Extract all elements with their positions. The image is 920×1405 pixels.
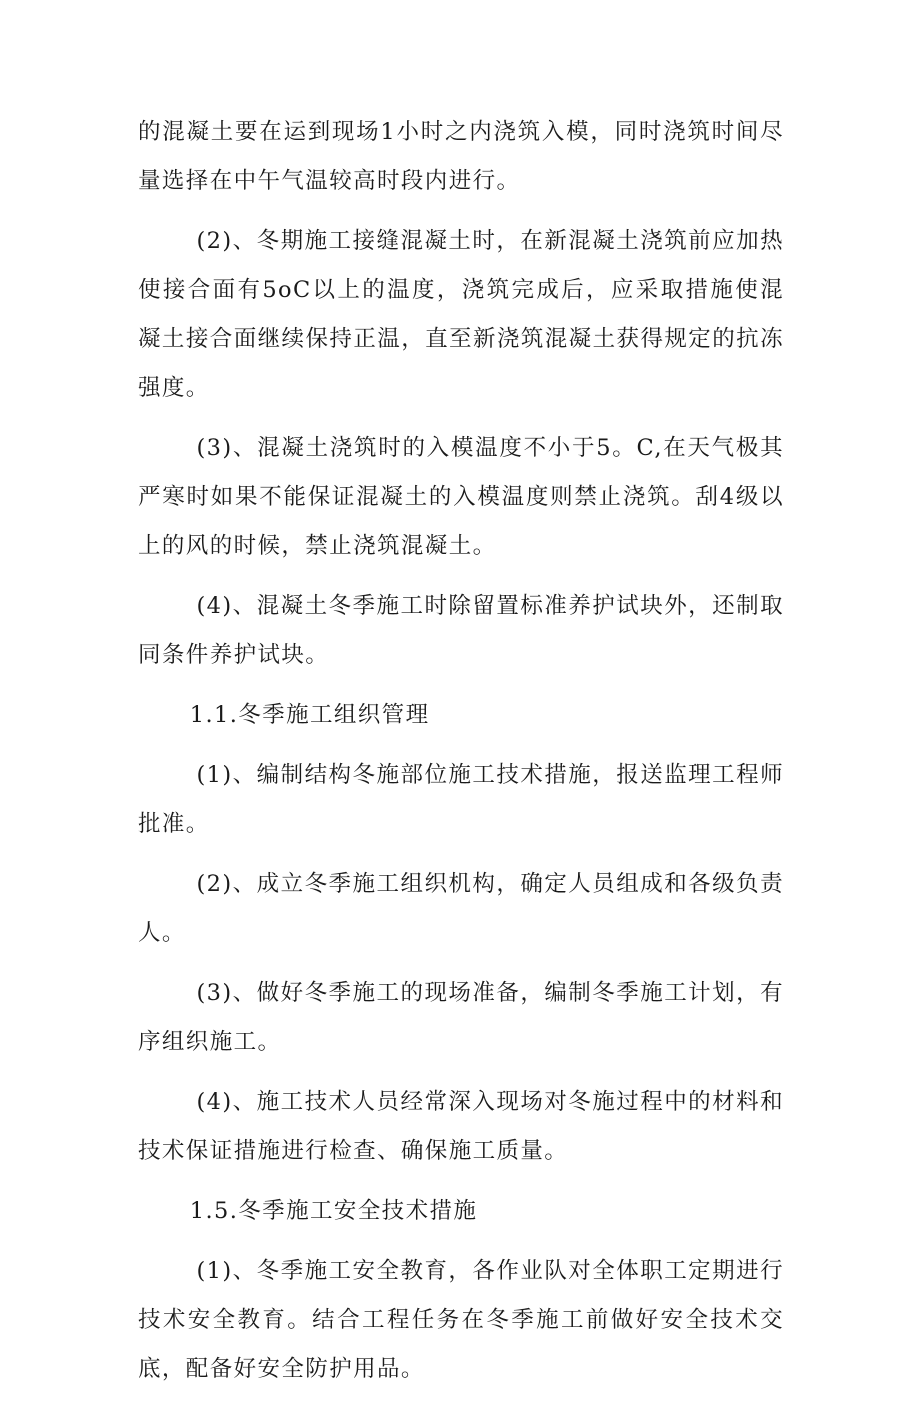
document-body [138, 108, 784, 1405]
paragraph-item-3-pour-temperature: (3)、混凝土浇筑时的入模温度不小于5。C,在天气极其严寒时如果不能保证混凝土的入模温度则禁止浇筑。刮4级以上的风的时候，禁止浇筑混凝土。 [138, 435, 784, 559]
paragraph-org-item-1: (1)、编制结构冬施部位施工技术措施，报送监理工程师批准。 [138, 762, 784, 837]
section-heading-winter-organization: 1.1.冬季施工组织管理 [189, 702, 430, 728]
paragraph-safety-item-1: (1)、冬季施工安全教育，各作业队对全体职工定期进行技术安全教育。结合工程任务在冬季施工前做好安全技术交底，配备好安全防护用品。 [138, 1258, 784, 1382]
section-heading-winter-safety: 1.5.冬季施工安全技术措施 [189, 1198, 478, 1224]
paragraph-org-item-3: (3)、做好冬季施工的现场准备，编制冬季施工计划，有序组织施工。 [138, 980, 784, 1055]
paragraph-item-2-joint-concrete: (2)、冬期施工接缝混凝土时，在新混凝土浇筑前应加热使接合面有5oC以上的温度，浇筑完成后，应采取措施使混凝土接合面继续保持正温，直至新浇筑混凝土获得规定的抗冻强度。 [138, 228, 784, 401]
paragraph-item-4-test-blocks: (4)、混凝土冬季施工时除留置标准养护试块外，还制取同条件养护试块。 [138, 593, 784, 668]
paragraph-continuation: 的混凝土要在运到现场1小时之内浇筑入模，同时浇筑时间尽量选择在中午气温较高时段内进行。 [138, 119, 784, 194]
paragraph-org-item-4: (4)、施工技术人员经常深入现场对冬施过程中的材料和技术保证措施进行检查、确保施工质量。 [138, 1089, 784, 1164]
paragraph-org-item-2: (2)、成立冬季施工组织机构，确定人员组成和各级负责人。 [138, 871, 784, 946]
